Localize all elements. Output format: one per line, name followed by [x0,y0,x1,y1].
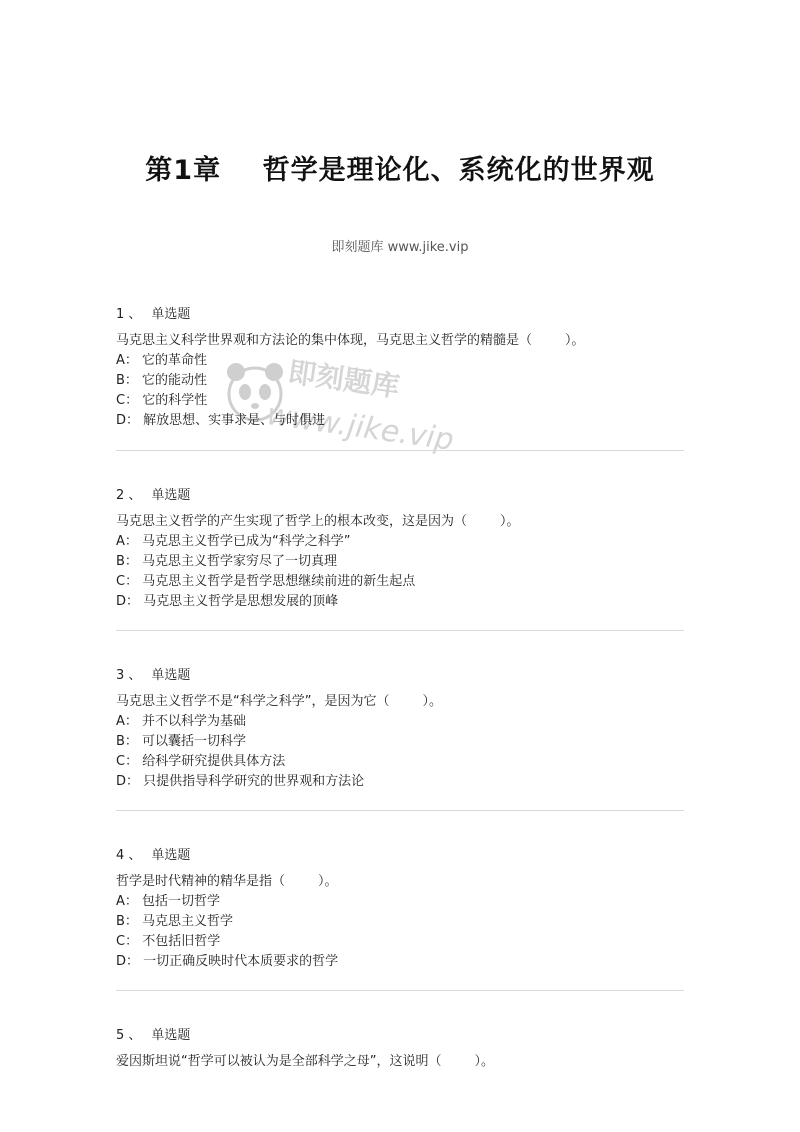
question-type: 单选题 [151,1028,191,1043]
question-header [116,846,684,866]
page-title: 第1章 哲学是理论化、系统化的世界观 [145,155,655,186]
question-header [116,666,684,686]
question-stem: 马克思主义科学世界观和方法论的集中体现，马克思主义哲学的精髓是（ ）。 [116,333,585,348]
option-d[interactable]: D： 一切正确反映时代本质要求的哲学 [116,954,339,969]
question-3 [116,666,684,792]
option-d[interactable]: D： 解放思想、实事求是、与时俱进 [116,413,326,428]
question-number: 4 、 [116,848,142,863]
question-stem: 哲学是时代精神的精华是指（ ）。 [116,874,338,889]
question-number: 1 、 [116,307,142,322]
question-header [116,1026,684,1046]
page-subtitle: 即刻题库 www.jike.vip [331,240,469,255]
question-header [116,486,684,506]
option-b[interactable]: B： 马克思主义哲学家穷尽了一切真理 [116,554,338,569]
question-stem: 马克思主义哲学的产生实现了哲学上的根本改变，这是因为（ ）。 [116,514,520,529]
question-2 [116,486,684,612]
watermark-text-line2: www.jike.vip [264,397,456,458]
option-a[interactable]: A： 包括一切哲学 [116,894,221,909]
question-4 [116,846,684,972]
option-c[interactable]: C： 它的科学性 [116,393,208,408]
divider [116,990,684,991]
question-stem: 马克思主义哲学不是“科学之科学”，是因为它（ ）。 [116,694,443,709]
divider [116,630,684,631]
option-d[interactable]: D： 只提供指导科学研究的世界观和方法论 [116,774,365,789]
question-type: 单选题 [151,668,191,683]
option-b[interactable]: B： 马克思主义哲学 [116,914,234,929]
divider [116,450,684,451]
option-d[interactable]: D： 马克思主义哲学是思想发展的顶峰 [116,594,339,609]
option-a[interactable]: A： 并不以科学为基础 [116,714,247,729]
question-header [116,305,684,325]
question-number: 2 、 [116,488,142,503]
option-a[interactable]: A： 马克思主义哲学已成为“科学之科学” [116,534,351,549]
question-5 [116,1026,684,1072]
watermark-text-line1: 即刻题库 [286,355,402,404]
divider [116,810,684,811]
option-c[interactable]: C： 给科学研究提供具体方法 [116,754,286,769]
option-c[interactable]: C： 不包括旧哲学 [116,934,221,949]
option-c[interactable]: C： 马克思主义哲学是哲学思想继续前进的新生起点 [116,574,416,589]
question-type: 单选题 [151,848,191,863]
question-1 [116,305,684,431]
option-a[interactable]: A： 它的革命性 [116,353,208,368]
question-number: 3 、 [116,668,142,683]
option-b[interactable]: B： 可以囊括一切科学 [116,734,247,749]
question-type: 单选题 [151,307,191,322]
question-number: 5 、 [116,1028,142,1043]
option-b[interactable]: B： 它的能动性 [116,373,208,388]
question-stem: 爱因斯坦说“哲学可以被认为是全部科学之母”，这说明（ ）。 [116,1054,495,1069]
question-type: 单选题 [151,488,191,503]
